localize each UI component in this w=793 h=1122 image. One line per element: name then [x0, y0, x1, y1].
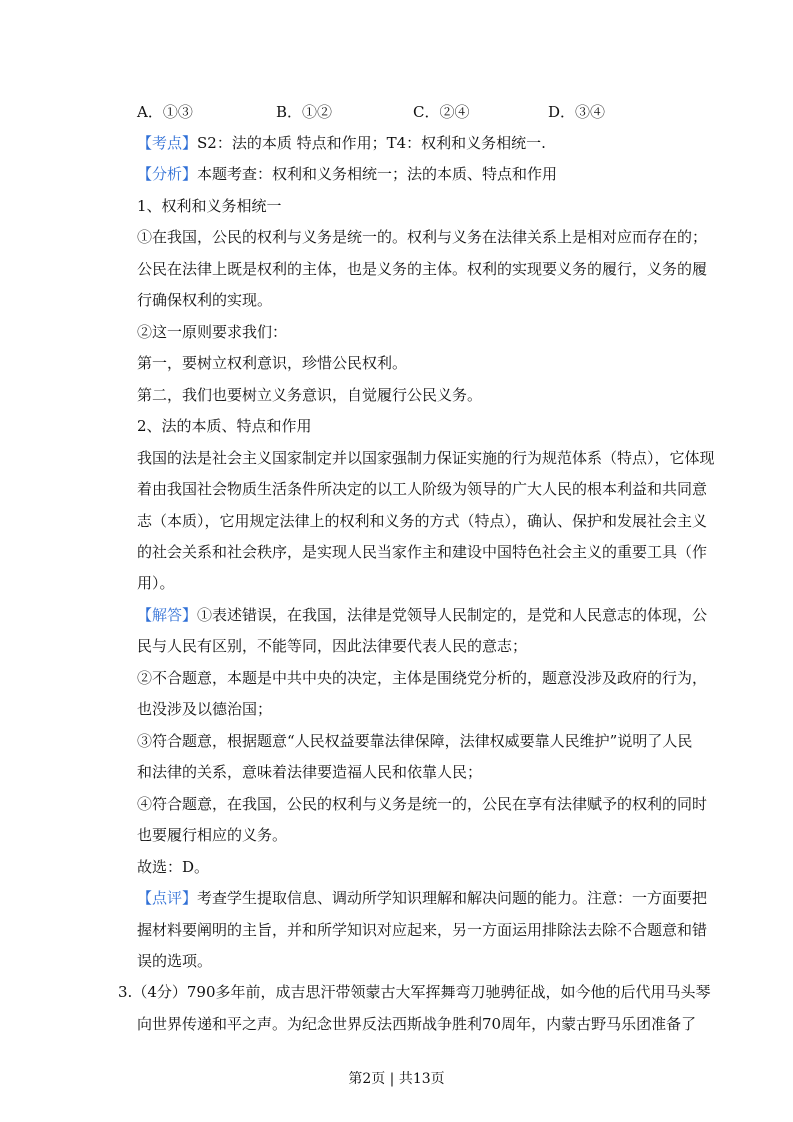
question-3-text: （4分）790多年前，成吉思汗带领蒙古大军挥舞弯刀驰骋征战，如今他的后代用马头琴 [132, 983, 711, 1001]
option-b: B．①② [276, 103, 333, 121]
answer-line: 故选：D。 [137, 858, 210, 876]
body-line: 第二，我们也要树立义务意识，自觉履行公民义务。 [137, 386, 483, 404]
option-c: C．②④ [413, 103, 470, 121]
jieda-line: 也没涉及以德治国； [137, 700, 273, 718]
jieda-line: 民与人民有区别，不能等同，因此法律要代表人民的意志； [137, 637, 528, 655]
dianping-line: 握材料要阐明的主旨，并和所学知识对应起来，另一方面运用排除法去除不合题意和错 [137, 921, 708, 939]
body-line: 1、权利和义务相统一 [137, 197, 282, 215]
body-line: 公民在法律上既是权利的主体，也是义务的主体。权利的实现要义务的履行，义务的履 [137, 260, 708, 278]
question-3-line: 向世界传递和平之声。为纪念世界反法西斯战争胜利70周年，内蒙古野马乐团准备了 [137, 1015, 697, 1033]
kaodian-line [137, 133, 546, 153]
fenxi-text: 本题考查：权利和义务相统一；法的本质、特点和作用 [197, 165, 558, 183]
jieda-text: ①表述错误，在我国，法律是党领导人民制定的，是党和人民意志的体现，公 [197, 606, 708, 624]
body-line: 第一，要树立权利意识，珍惜公民权利。 [137, 354, 408, 372]
kaodian-tag: 【考点】 [137, 134, 198, 152]
body-line: ②这一原则要求我们： [137, 323, 288, 341]
kaodian-text: S2：法的本质 特点和作用；T4：权利和义务相统一. [197, 134, 546, 152]
body-line: 的社会关系和社会秩序，是实现人民当家作主和建设中国特色社会主义的重要工具（作 [137, 543, 708, 561]
option-d: D．③④ [548, 103, 606, 121]
fenxi-tag: 【分析】 [137, 165, 198, 183]
jieda-line: ②不合题意，本题是中共中央的决定，主体是围绕党分析的，题意没涉及政府的行为， [137, 669, 708, 687]
page-footer: 第2页 | 共13页 [348, 1071, 445, 1087]
question-3-line [118, 982, 711, 1002]
jieda-tag: 【解答】 [137, 606, 198, 624]
body-line: 用）。 [137, 574, 175, 592]
body-line: 志（本质），它用规定法律上的权利和义务的方式（特点），确认、保护和发展社会主义 [137, 512, 708, 530]
jieda-line: 也要履行相应的义务。 [137, 826, 288, 844]
fenxi-line [137, 164, 557, 184]
option-a: A．①③ [137, 103, 193, 121]
body-line: 着由我国社会物质生活条件所决定的以工人阶级为领导的广大人民的根本利益和共同意 [137, 480, 708, 498]
body-line: ①在我国，公民的权利与义务是统一的。权利与义务在法律关系上是相对应而存在的； [137, 228, 708, 246]
body-line: 行确保权利的实现。 [137, 291, 273, 309]
question-3-number: 3. [118, 983, 133, 1001]
dianping-text: 考查学生提取信息、调动所学知识理解和解决问题的能力。注意：一方面要把 [197, 889, 708, 907]
body-line: 我国的法是社会主义国家制定并以国家强制力保证实施的行为规范体系（特点），它体现 [137, 449, 715, 467]
dianping-line: 误的选项。 [137, 952, 213, 970]
dianping-tag: 【点评】 [137, 889, 198, 907]
jieda-line [137, 605, 707, 625]
jieda-line: ③符合题意，根据题意“人民权益要靠法律保障，法律权威要靠人民维护”说明了人民 [137, 732, 693, 750]
body-line: 2、法的本质、特点和作用 [137, 417, 312, 435]
jieda-line: ④符合题意，在我国，公民的权利与义务是统一的，公民在享有法律赋予的权利的同时 [137, 795, 708, 813]
jieda-line: 和法律的关系，意味着法律要造福人民和依靠人民； [137, 763, 483, 781]
dianping-line [137, 888, 707, 908]
